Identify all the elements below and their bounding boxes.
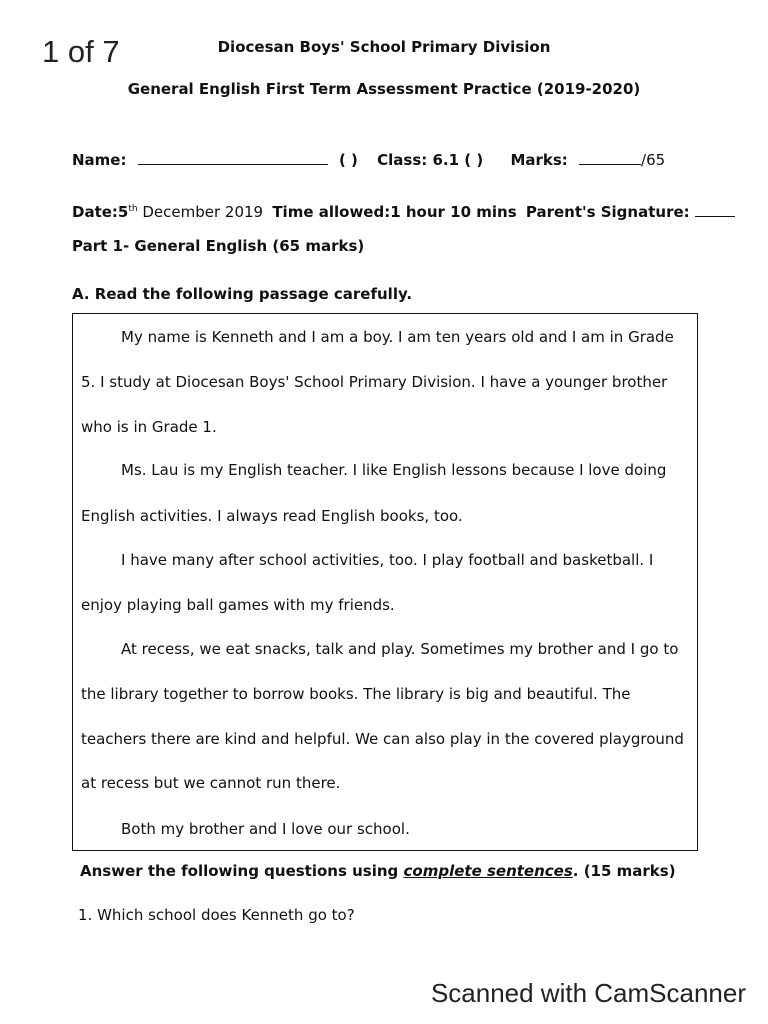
school-name: Diocesan Boys' School Primary Division	[217, 38, 551, 56]
passage-line: I have many after school activities, too. I play football and basketball. I	[121, 551, 654, 569]
marks-label: Marks:	[510, 151, 568, 169]
section-a-heading: A. Read the following passage carefully.	[72, 285, 413, 303]
part-title: Part 1- General English (65 marks)	[72, 237, 365, 255]
passage-line: the library together to borrow books. The library is big and beautiful. The	[81, 685, 631, 703]
passage-line: At recess, we eat snacks, talk and play. Sometimes my brother and I go to	[121, 640, 679, 658]
instruction-text: Answer the following questions using	[80, 862, 399, 880]
page-counter: 1 of 7	[42, 34, 120, 69]
class-label: Class: 6.1 ( )	[377, 151, 484, 169]
instruction-marks: . (15 marks)	[572, 862, 676, 880]
assessment-title: General English First Term Assessment Practice (2019-2020)	[127, 80, 641, 98]
date-row	[72, 202, 735, 221]
passage-line: Ms. Lau is my English teacher. I like English lessons because I love doing	[121, 461, 667, 479]
instruction-emphasis: complete sentences	[403, 862, 573, 880]
marks-blank	[579, 150, 641, 165]
form-info-row	[72, 150, 665, 169]
signature-blank	[695, 202, 735, 217]
passage-line: 5. I study at Diocesan Boys' School Primary Division. I have a younger brother	[81, 373, 668, 391]
passage-line: teachers there are kind and helpful. We can also play in the covered playground	[81, 730, 684, 748]
passage-line: English activities. I always read English books, too.	[81, 507, 463, 525]
passage-line: Both my brother and I love our school.	[121, 820, 410, 838]
passage-box	[72, 313, 698, 851]
class-number-paren: ( )	[338, 151, 358, 169]
passage-line: at recess but we cannot run there.	[81, 774, 341, 792]
cut-off-answer-line	[96, 951, 696, 957]
parent-signature-label: Parent's Signature:	[525, 203, 690, 221]
passage-line: enjoy playing ball games with my friends.	[81, 596, 395, 614]
question-1: 1. Which school does Kenneth go to?	[78, 906, 355, 924]
passage-line: My name is Kenneth and I am a boy. I am ten years old and I am in Grade	[121, 328, 674, 346]
questions-instruction	[80, 862, 676, 880]
marks-total: /65	[641, 151, 666, 169]
scanner-watermark: Scanned with CamScanner	[430, 978, 746, 1008]
name-blank	[138, 150, 328, 165]
time-allowed: Time allowed:1 hour 10 mins	[272, 203, 517, 221]
date-suffix: th	[128, 204, 138, 214]
passage-line: who is in Grade 1.	[81, 418, 217, 436]
date-value: December 2019	[137, 203, 264, 221]
date-label: Date:5	[72, 203, 129, 221]
name-label: Name:	[72, 151, 127, 169]
